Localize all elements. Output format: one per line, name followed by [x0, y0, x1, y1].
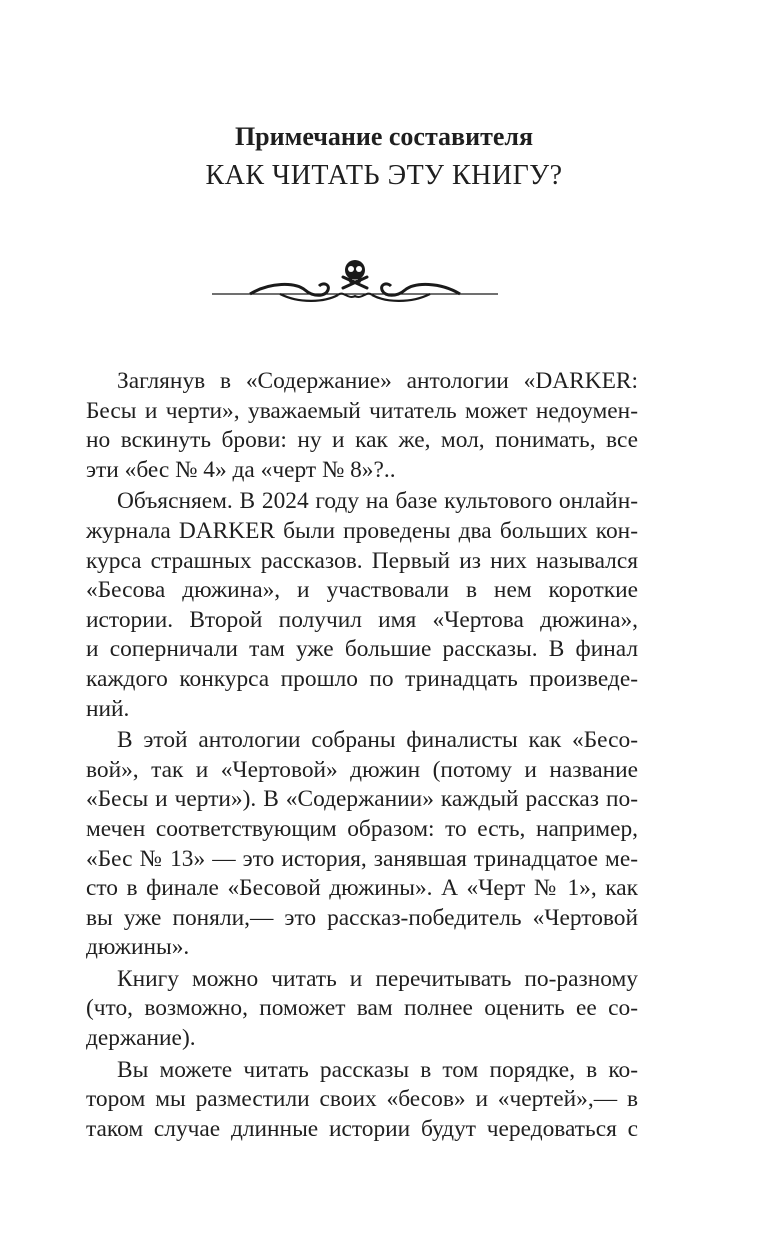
paragraph: [86, 1056, 638, 1145]
text-line: Книгу можно читать и перечитывать по-разному: [117, 965, 638, 992]
page-subtitle: Примечание составителя: [234, 122, 534, 151]
text-line: вы уже поняли,— это рассказ-победитель «Чертовой: [86, 904, 638, 931]
text-line: каждого конкурса прошло по тринадцать произведе-: [86, 665, 638, 692]
text-line: Объясняем. В 2024 году на базе культового онлайн-: [117, 488, 638, 515]
text-line: «Бесова дюжина», и участвовали в нем короткие: [86, 577, 638, 604]
text-line: дюжины».: [86, 934, 190, 961]
skull-flourish-icon: [210, 252, 500, 312]
text-line: ний.: [86, 695, 130, 722]
text-line: вой», так и «Чертовой» дюжин (потому и название: [86, 756, 638, 783]
text-line: курса страшных рассказов. Первый из них назывался: [86, 547, 638, 574]
text-line: журнала DARKER были проведены два больших кон-: [86, 517, 638, 544]
text-line: В этой антологии собраны финалисты как «Бесо-: [117, 727, 638, 754]
text-line: держание).: [86, 1025, 196, 1052]
text-line: «Бес № 13» — это история, занявшая тринадцатое ме-: [86, 845, 638, 872]
text-line: Вы можете читать рассказы в том порядке, в ко-: [117, 1056, 638, 1083]
text-line: (что, возможно, поможет вам полнее оценить ее со-: [86, 995, 638, 1022]
page-title: КАК ЧИТАТЬ ЭТУ КНИГУ?: [205, 160, 563, 191]
paragraph: [86, 965, 638, 1054]
text-line: Бесы и черти», уважаемый читатель может недоумен-: [86, 397, 638, 424]
text-line: и соперничали там уже большие рассказы. В финал: [86, 636, 638, 663]
body-text: [86, 367, 638, 1146]
text-line: истории. Второй получил имя «Чертова дюжина»,: [86, 606, 638, 633]
paragraph: [86, 487, 638, 724]
text-line: тором мы разместили своих «бесов» и «чертей»,— в: [86, 1086, 638, 1113]
text-line: «Бесы и черти»). В «Содержании» каждый рассказ по-: [86, 786, 638, 813]
text-line: но вскинуть брови: ну и как же, мол, понимать, все: [86, 427, 638, 454]
paragraph: [86, 726, 638, 963]
text-line: таком случае длинные истории будут чередоваться с: [86, 1115, 638, 1142]
text-line: сто в финале «Бесовой дюжины». А «Черт № 1», как: [86, 875, 638, 902]
text-line: эти «бес № 4» да «черт № 8»?..: [86, 456, 396, 483]
paragraph: [86, 367, 638, 485]
text-line: мечен соответствующим образом: то есть, например,: [86, 815, 638, 842]
text-line: Заглянув в «Содержание» антологии «DARKER:: [117, 368, 638, 394]
